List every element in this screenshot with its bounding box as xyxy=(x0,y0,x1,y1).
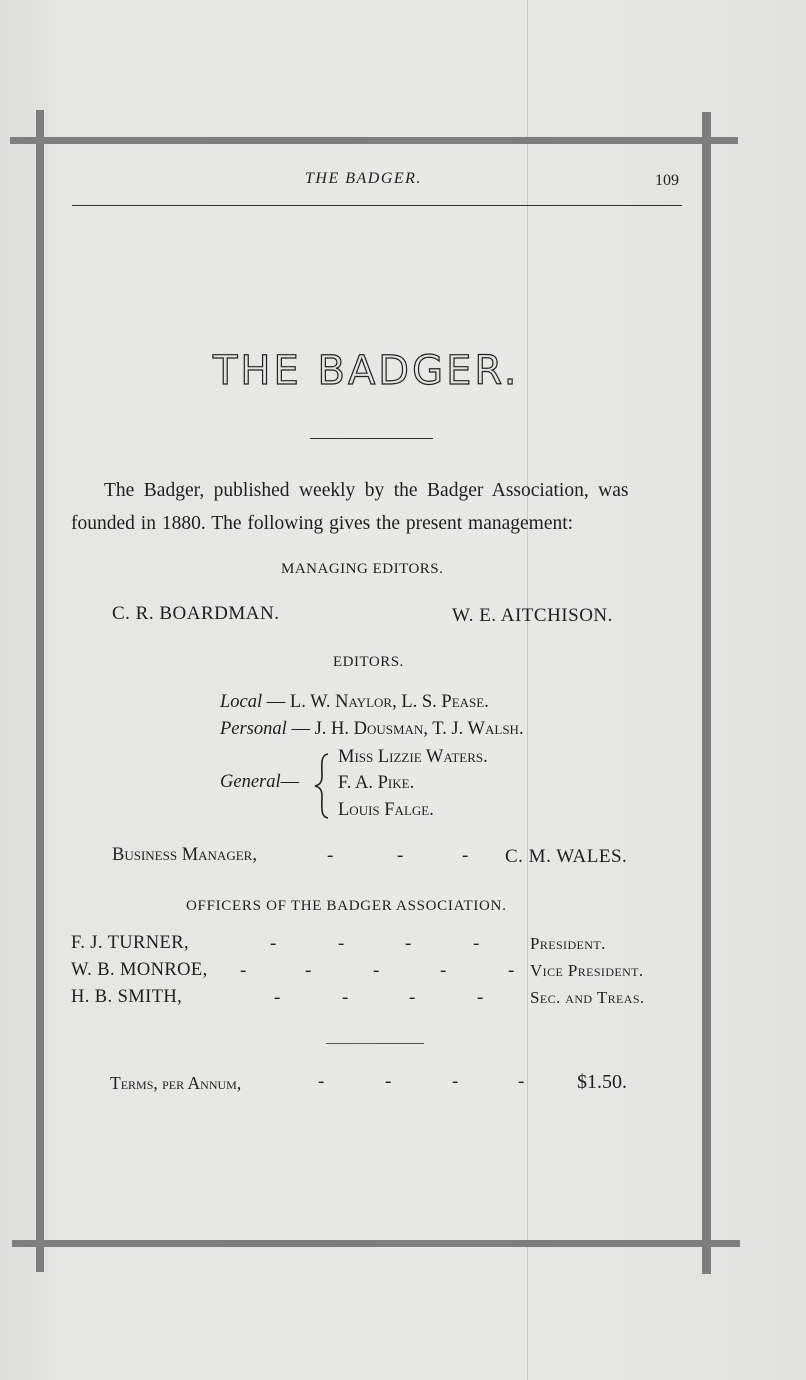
leader-dash: - xyxy=(462,845,469,866)
leader-dash: - xyxy=(342,987,349,1008)
header-rule xyxy=(72,205,682,206)
general-brace-icon xyxy=(312,752,334,820)
leader-dash: - xyxy=(240,960,247,981)
business-manager-label: Business Manager, xyxy=(112,845,257,865)
editors-general-label: General xyxy=(220,772,281,792)
masthead-title: THE BADGER. xyxy=(213,348,520,394)
leader-dash: - xyxy=(508,960,515,981)
em-dash: — xyxy=(280,772,300,792)
officers-heading: OFFICERS OF THE BADGER ASSOCIATION. xyxy=(186,898,507,914)
leader-dash: - xyxy=(440,960,447,981)
managing-editor-2: W. E. AITCHISON. xyxy=(452,605,613,626)
frame-right-bar xyxy=(702,112,711,1274)
officer-name-1: F. J. TURNER, xyxy=(71,933,189,953)
officer-title-2: Vice President. xyxy=(530,961,644,980)
editors-general-name-3: Louis Falge. xyxy=(338,800,434,820)
leader-dash: - xyxy=(270,933,277,954)
editors-heading: EDITORS. xyxy=(333,654,404,670)
officer-name-2: W. B. MONROE, xyxy=(71,960,208,980)
editors-general-row xyxy=(220,772,299,793)
masthead-rule xyxy=(310,438,433,439)
leader-dash: - xyxy=(452,1071,459,1092)
leader-dash: - xyxy=(518,1071,525,1092)
leader-dash: - xyxy=(405,933,412,954)
editors-personal-label: Personal xyxy=(220,719,287,739)
intro-line-2: founded in 1880. The following gives the present management: xyxy=(71,513,574,534)
editors-general-name-1: Miss Lizzie Waters. xyxy=(338,747,488,767)
em-dash: — xyxy=(286,719,315,739)
em-dash: — xyxy=(262,692,290,712)
managing-editor-1: C. R. BOARDMAN. xyxy=(112,603,280,624)
editors-personal-row xyxy=(220,719,524,740)
leader-dash: - xyxy=(397,845,404,866)
officer-title-3: Sec. and Treas. xyxy=(530,988,645,1007)
leader-dash: - xyxy=(477,987,484,1008)
editors-local-names: L. W. Naylor, L. S. Pease. xyxy=(289,692,489,712)
editors-general-name-2: F. A. Pike. xyxy=(338,773,415,793)
editors-local-label: Local xyxy=(220,692,263,712)
leader-dash: - xyxy=(305,960,312,981)
leader-dash: - xyxy=(373,960,380,981)
leader-dash: - xyxy=(473,933,480,954)
business-manager-name: C. M. WALES. xyxy=(505,846,628,867)
frame-top-bar xyxy=(10,137,738,144)
leader-dash: - xyxy=(318,1071,325,1092)
officers-rule xyxy=(326,1043,424,1044)
editors-personal-names: J. H. Dousman, T. J. Walsh. xyxy=(314,719,524,739)
editors-local-row xyxy=(220,692,489,713)
managing-editors-heading: MANAGING EDITORS. xyxy=(281,561,444,577)
frame-left-bar xyxy=(36,110,44,1272)
intro-line-1: The Badger, published weekly by the Badger Association, was xyxy=(104,480,629,501)
leader-dash: - xyxy=(327,845,334,866)
leader-dash: - xyxy=(385,1071,392,1092)
running-head-title: THE BADGER. xyxy=(305,170,422,187)
terms-price: $1.50. xyxy=(577,1071,627,1093)
terms-label: Terms, per Annum, xyxy=(110,1073,242,1093)
page-number: 109 xyxy=(655,172,679,189)
officer-title-1: President. xyxy=(530,934,606,953)
frame-bottom-bar xyxy=(12,1240,740,1247)
leader-dash: - xyxy=(274,987,281,1008)
officer-name-3: H. B. SMITH, xyxy=(71,987,183,1007)
leader-dash: - xyxy=(409,987,416,1008)
leader-dash: - xyxy=(338,933,345,954)
page-fold-line xyxy=(527,0,528,1380)
